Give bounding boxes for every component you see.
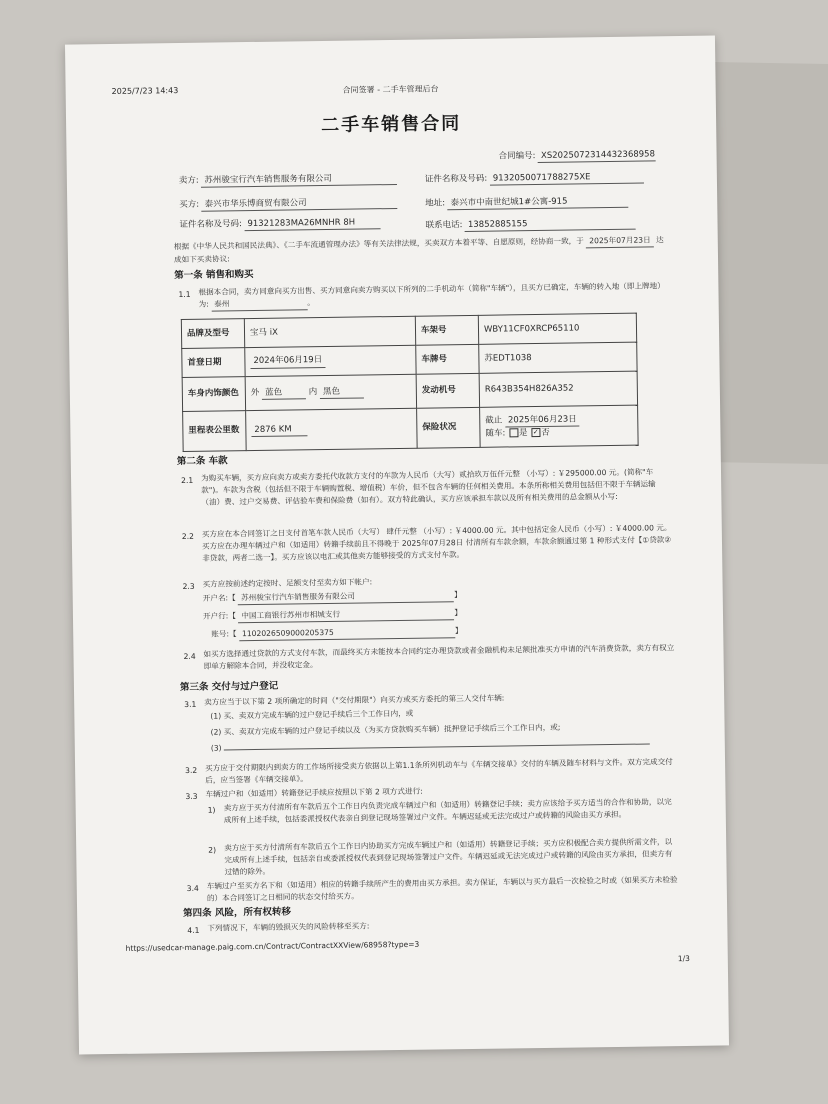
bank-holder-row: 开户名:【 苏州骏宝行汽车销售服务有限公司 】 [203,589,462,606]
buyer-label: 买方: [179,199,200,211]
bank-account-row: 账号:【 1102026509000205375 】 [211,625,463,642]
engine-label: 发动机号 [416,373,479,408]
section3-option3-label: (3) [210,743,222,753]
section3-p4: 车辆过户至买方名下和（如适用）相应的转籍手续所产生的费用由买方承担。卖方保证，车辆以与买方最后一次检验之时或（如果买方未检验的）本合同签订之日相同的状态交付给买方。 [206,875,678,903]
contract-number-value: XS2025072314432368958 [538,148,656,163]
section3-heading: 第三条 交付与过户登记 [179,680,279,694]
section2-p1: 为购买车辆，买方应向卖方或卖方委托代收款方支付的车款为人民币（大写）贰拾玖万伍仟元整 （小写）: ￥295000.00 元。(简称"车款")。车款为含税（包括但不限于车辆购置税、增值税）车价，但不包含车辆的任何相关费用。本条所称相关费用包括但不限于车辆运输（油）费、过户交易费、评估验车费和保险费（如有）。双方特此确认，买方应该承担车款以及所有相关费用的总金额从小写: [200,467,656,508]
table-row [183,405,639,451]
reg-date-label: 首登日期 [182,348,245,378]
section1-p1-number: 1.1 [178,289,191,300]
buyer-address-row [425,195,629,211]
bank-name-label: 开户行: [202,611,229,621]
section2-p4-number: 2.4 [183,651,196,661]
print-date: 2025/7/23 14:43 [111,86,179,96]
buyer-id-value: 91321283MA26MNHR 8H [244,216,380,231]
section4-p1: 下列情况下，车辆的毁损灭失的风险转移至买方: [207,921,370,933]
color-out-value: 蓝色 [262,386,306,400]
section4-p1-number: 4.1 [187,925,200,935]
engine-value: R643B354H826A352 [479,371,637,407]
section3-p3-2: 卖方应于买方付清所有车款后五个工作日内协助买方完成车辆过户和（如适用）转籍登记手续；买方应积极配合卖方提供所需文件，以完成所有上述手续，包括亲自或委派授权代表到登记现场签署过户文件。车辆迟延或无法完成过户或转籍的风险由买方承担，但卖方有过错的除外。 [224,837,673,877]
insurance-until-value: 2025年06月23日 [505,413,580,427]
section2-p4: 如买方选择通过贷款的方式支付车款，而最终买方未能按本合同约定办理贷款或者金融机构未足额批准买方申请的汽车消费贷款，卖方有权立即单方解除本合同，并没收定金。 [203,643,675,671]
bank-holder-value: 苏州骏宝行汽车销售服务有限公司 [238,589,454,605]
preamble-text: 根据《中华人民共和国民法典》、《二手车流通管理办法》等有关法律法规，买卖双方本着平等、自愿原则，经协商一致，于 [173,236,584,252]
insurance-until-label: 截止 [485,415,503,426]
buyer-address-label: 地址: [425,198,446,209]
reg-date-value: 2024年06月19日 [250,354,325,368]
section3-p3-1: 卖方应于买方付清所有车款后五个工作日内负责完成车辆过户和（如适用）转籍登记手续；卖方应该给予买方适当的合作和协助，以完成所有上述手续，包括委派授权代表亲自到登记现场签署过户文件。车辆迟延或无法完成过户或转籍的风险由买方承担。 [223,797,672,825]
vehicle-info-table [181,313,639,452]
yes-label: 是 [518,428,528,439]
section4-heading: 第四条 风险，所有权转移 [183,906,292,920]
seller-label: 卖方: [178,175,199,187]
section2-p2: 买方应在本合同签订之日支付首笔车款人民币（大写） 肆仟元整 （小写）: ￥4000.00 元。其中包括定金人民币（小写）: ￥4000.00 元。买方应在办理车辆过户和（如适用）转籍手续前且不得晚于 2025年07月28日 付清所有车款余额，车款余额通过第 1 种形式支付【①贷款②非贷款，两者二选一】。买方应该以电汇或其他卖方能够接受的方式支付车款。 [201,523,672,564]
buyer-id-row [179,216,380,232]
reg-date-cell [245,345,416,376]
preamble-tail: 达成如下买卖协议: [173,235,664,265]
section3-option2: (2) 买、卖双方完成车辆的过户登记手续以及（为买方贷款购买车辆）抵押登记手续后三个工作日内，或; [210,722,561,737]
seller-id-label: 证件名称及号码: [424,173,488,185]
plate-label: 车牌号 [416,344,479,374]
section3-option1: (1) 买、卖双方完成车辆的过户登记手续后三个工作日内，或 [210,708,414,721]
with-car-label: 随车: [485,428,506,439]
color-label: 车身内饰颜色 [182,377,245,412]
bank-account-value: 1102026509000205375 [239,625,455,641]
section2-p3: 买方应按前述约定按时、足额支付至卖方如下帐户: [202,577,373,589]
section3-option3 [211,736,677,755]
section2-heading: 第二条 车款 [176,455,228,468]
contract-number [499,148,657,164]
vin-value: WBY11CF0XRCP65110 [478,313,636,344]
color-out-label: 外 [250,387,260,398]
footer-url: https://usedcar-manage.paig.com.cn/Contract/ContractXXView/68958?type=3 [125,939,420,953]
insurance-label: 保险状况 [417,407,481,448]
seller-row [179,172,398,188]
section3-p3-2-number: 2) [208,845,217,855]
section3-p3: 车辆过户和（如适用）转籍登记手续应按照以下第 2 项方式进行: [205,786,423,799]
section2-p2-number: 2.2 [181,531,195,542]
print-title: 合同签署 - 二手车管理后台 [342,84,439,95]
section3-p2: 买方应于交付期限内到卖方的工作场所接受卖方依据以上第1.1条所列机动车与《车辆交接单》交付的车辆及随车材料与文件。双方完成交付后，应当签署《车辆交接单》。 [205,757,673,785]
mileage-label: 里程表公里数 [183,411,247,452]
preamble [174,234,670,266]
buyer-phone-row [425,217,636,233]
brand-label: 品牌及型号 [181,319,244,349]
contract-page [65,36,729,1055]
buyer-phone-label: 联系电话: [425,220,463,231]
checkbox-no-checked[interactable]: ✓ [532,428,539,437]
bank-holder-label: 开户名: [202,593,229,603]
preamble-date: 2025年07月23日 [586,234,654,248]
section3-p2-number: 3.2 [185,765,198,775]
section3-option3-blank [224,743,650,750]
section1-p1-text: 根据本合同，卖方同意向买方出售、买方同意向卖方购买以下所列的二手机动车（简称"车辆"），且买方已确定，车辆的转入地（即上牌地）为: [198,281,665,309]
footer-page-number: 1/3 [677,953,690,964]
section1-p1-place: 泰州 [211,297,307,311]
section2-p3-number: 2.3 [182,581,195,591]
document-title: 二手车销售合同 [320,113,462,137]
seller-name: 苏州骏宝行汽车销售服务有限公司 [201,172,397,188]
insurance-cell [480,405,639,447]
section3-p1-number: 3.1 [184,699,197,709]
buyer-id-label: 证件名称及号码: [179,219,242,231]
seller-id-row [425,171,644,187]
bank-account-label: 账号: [211,629,230,639]
section3-p3-1-number: 1) [207,805,216,815]
plate-value: 苏EDT1038 [479,342,637,373]
no-label: 否 [541,427,550,438]
mileage-value: 2876 KM [251,423,307,437]
brand-value: 宝马 iX [244,316,415,347]
buyer-phone-value: 13852885155 [465,217,636,233]
color-in-label: 内 [308,386,318,398]
color-cell [245,374,416,410]
mileage-cell [246,408,418,450]
section3-p1: 卖方应当于以下第 2 项所确定的时间（"交付期限"）向买方或买方委托的第三人交付车辆: [204,693,505,707]
checkbox-yes[interactable] [509,428,518,437]
bank-name-value: 中国工商银行苏州市相城支行 [238,607,454,623]
buyer-address-value: 泰兴市中南世纪城1#公寓-915 [448,195,629,211]
section3-p3-number: 3.3 [185,791,198,801]
section1-heading: 第一条 销售和购买 [174,268,254,282]
buyer-name: 泰兴市华乐博商贸有限公司 [202,196,398,212]
section2-p1-number: 2.1 [181,475,194,486]
contract-number-label: 合同编号: [498,151,536,162]
section1-p1: 根据本合同，卖方同意向买方出售、买方同意向卖方购买以下所列的二手机动车（简称"车辆"），且买方已确定，车辆的转入地（即上牌地）为: 泰州 。 [198,280,668,312]
section3-p4-number: 3.4 [186,883,199,893]
bank-name-row: 开户行:【 中国工商银行苏州市相城支行 】 [203,607,462,624]
color-in-value: 黑色 [320,385,364,399]
vin-label: 车架号 [415,315,478,345]
buyer-row [179,196,398,212]
seller-id-value: 9132050071788275XE [490,171,644,186]
